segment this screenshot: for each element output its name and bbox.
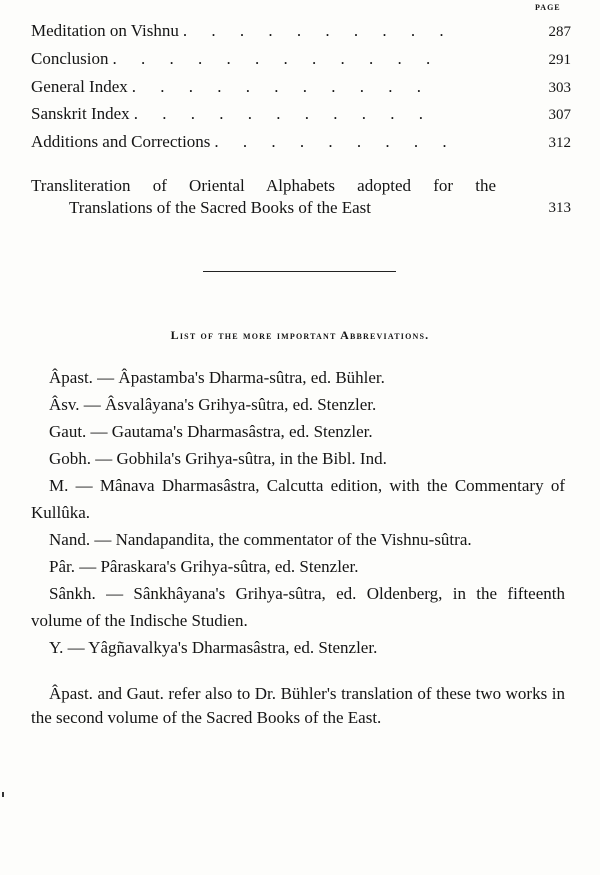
abbreviation-entry: Âsv. — Âsvalâyana's Grihya-sûtra, ed. Stenzler. (49, 395, 377, 414)
toc-leader-dots: . . . . . . . . . . . . (112, 48, 431, 68)
abbreviation-entry: Pâr. — Pâraskara's Grihya-sûtra, ed. Stenzler. (49, 557, 359, 576)
abbreviation-entry: M. — Mânava Dharmasâstra, Calcutta edition, with the Commentary of Kullûka. (31, 476, 565, 522)
toc-leader-dots: . . . . . . . . . . . (131, 76, 422, 96)
toc-entry-title: General Index (31, 76, 128, 96)
toc-entry-title: Sanskrit Index (31, 104, 130, 124)
abbreviation-entry: Nand. — Nandapandita, the commentator of the Vishnu-sûtra. (49, 530, 472, 549)
toc-leader-dots: . . . . . . . . . (214, 132, 447, 152)
section-divider (203, 271, 396, 272)
page-column-header: PAGE (535, 3, 561, 12)
toc-entry-transliteration (31, 175, 571, 219)
abbreviations-list (31, 364, 565, 661)
toc-entry (31, 73, 571, 101)
abbreviation-entry: Sânkh. — Sânkhâyana's Grihya-sûtra, ed. Oldenberg, in the fifteenth volume of the Indische Studien. (31, 584, 565, 630)
toc-entry-title: Conclusion (31, 48, 109, 68)
toc-entry (31, 17, 571, 45)
toc-entry-page: 313 (548, 200, 571, 216)
abbreviations-heading: List of the more important Abbreviations. (170, 328, 430, 342)
toc-entry-page: 291 (548, 51, 571, 68)
toc-entry-page: 287 (548, 24, 571, 40)
toc-entry (31, 45, 571, 73)
toc-entry-page: 312 (548, 135, 571, 152)
translation-note: Âpast. and Gaut. refer also to Dr. Bühler's translation of these two works in the second volume of the Sacred Books of the East. (31, 684, 565, 727)
toc-leader-dots: . . . . . . . . . . . (133, 104, 423, 124)
toc-entry-title: Additions and Corrections (31, 132, 211, 152)
toc-leader-dots: . . . . . . . . . . (182, 21, 444, 40)
toc-entry (31, 128, 571, 156)
toc-entry-title-line2: Translations of the Sacred Books of the East (69, 198, 372, 217)
abbreviation-entry: Y. — Yâgñavalkya's Dharmasâstra, ed. Stenzler. (49, 638, 378, 657)
abbreviation-entry: Gaut. — Gautama's Dharmasâstra, ed. Stenzler. (49, 422, 373, 441)
toc-entry-page: 303 (548, 79, 571, 96)
toc-entry (31, 100, 571, 128)
toc-entry-title: Meditation on Vishnu (31, 21, 179, 40)
table-of-contents (31, 17, 571, 217)
toc-entry-page: 307 (548, 107, 571, 124)
toc-entry-title-line1: Transliteration of Oriental Alphabets adopted for the (31, 176, 496, 195)
abbreviation-entry: Gobh. — Gobhila's Grihya-sûtra, in the Bibl. Ind. (49, 449, 387, 468)
abbreviation-entry: Âpast. — Âpastamba's Dharma-sûtra, ed. Bühler. (49, 368, 385, 387)
print-speck (2, 792, 4, 797)
